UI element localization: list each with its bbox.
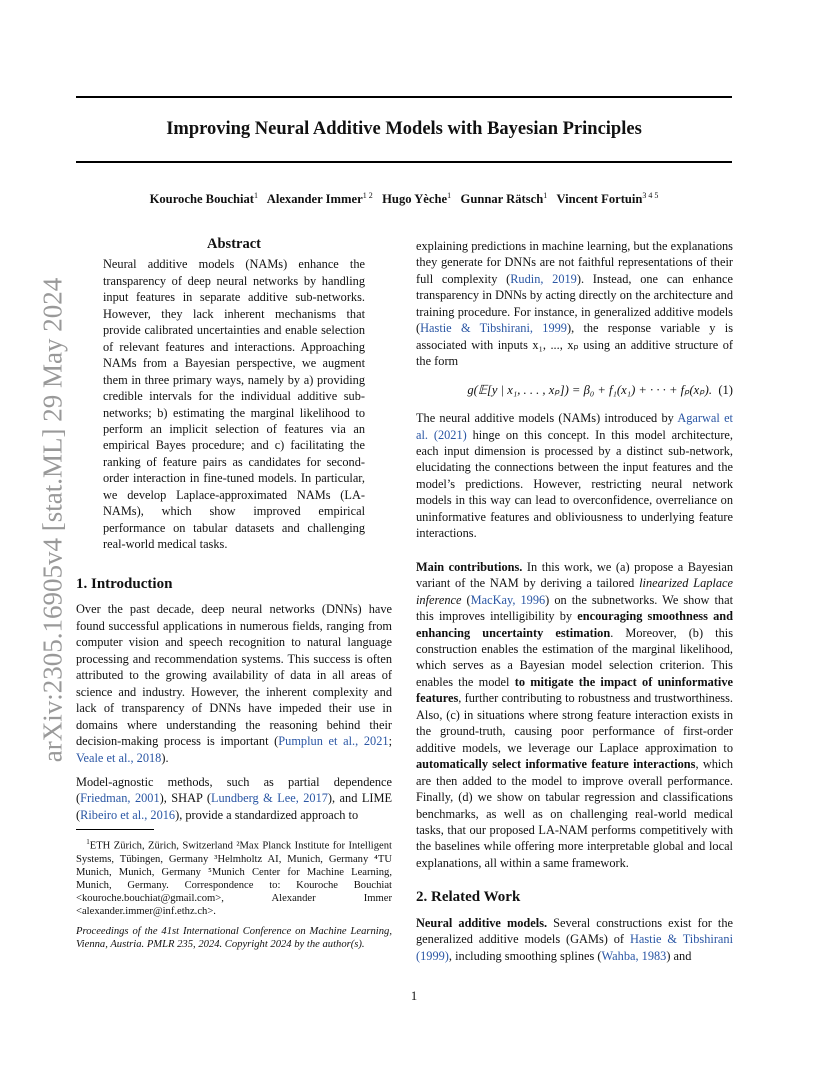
contributions-paragraph: Main contributions. In this work, we (a) propose a Bayesian variant of the NAM by deriving a tailored linearized Laplace inference (MacKay, 1996) on the subnetworks. We show that this improves intelligibility by encouraging smoothness and enhancing uncertainty estimation. Moreover, (b) this construction enables the estimation of the marginal likelihood, which serves as a Bayesian model selection criterion. This enables the model to mitigate the impact of uninformative features, further contributing to robustness and trustworthiness. Also, (c) in situations where strong feature interaction exists in the ground-truth, causing poor performance of first-order additive models, we leverage our Laplace approximation to automatically select informative feature interactions, which are then added to the model to improve overall performance. Finally, (d) we show on tabular regression and classifications benchmarks, as well as on challenging real-world medical tasks, that our proposed LA-NAM performs competitively with the baselines while offering more interpretable global and local explanations, all within a same framework. xyxy=(416,559,734,870)
author-list xyxy=(76,191,732,207)
affiliations-footnote: $^1$ETH Zürich, Zürich, Switzerland ²Max Planck Institute for Intelligent Systems, Tübingen, Germany ³Helmholtz AI, Munich, Germany ⁴TU Munich, Munich, Germany ⁵Munich Center for Machine Learning, Munich, Germany. Correspondence to: Kouroche Bouchiat <kouroche.bouchiat@gmail.com>, Alexander Immer <alexander.immer@inf.ethz.ch>. xyxy=(76,838,392,917)
section-heading: 1. Introduction xyxy=(76,576,173,592)
paragraph-heading: Main contributions. xyxy=(416,559,523,574)
citation-link[interactable]: Rudin, 2019 xyxy=(510,271,577,286)
author-affiliation: 1 xyxy=(253,191,258,200)
citation-link[interactable]: Hastie & Tibshirani (1999) xyxy=(416,932,734,963)
footnote-section xyxy=(76,829,392,951)
paragraph-heading: Neural additive models. xyxy=(416,915,548,930)
citation-link[interactable]: Veale et al., 2018 xyxy=(76,750,162,765)
author-name: Kouroche Bouchiat xyxy=(149,192,254,207)
equation-1: g(𝔼[y | x₁, . . . , xₚ]) = β₀ + f₁(x₁) + · · · + fₚ(xₚ). (1) xyxy=(467,382,733,397)
citation-link[interactable]: Hastie & Tibshirani, 1999 xyxy=(420,321,567,336)
introduction-section xyxy=(76,576,392,823)
related-work-paragraph: Neural additive models. Several constructions exist for the generalized additive models (GAMs) of Hastie & Tibshirani (1999), including smoothing splines (Wahba, 1983) and xyxy=(416,915,734,963)
abstract-text: Neural additive models (NAMs) enhance the transparency of deep neural networks by handling input features in separate additive sub-networks. However, they lack inherent mechanisms that provide calibrated uncertainties and enable selection of relevant features and interactions. Approaching NAMs from a Bayesian perspective, we augment them in three primary ways, namely by a) providing credible intervals for the individual additive sub-networks; b) estimating the marginal likelihood to perform an implicit selection of features via an empirical Bayes procedure; and c) facilitating the ranking of feature pairs as candidates for second-order interaction in fine-tuned models. In particular, we develop Laplace-approximated NAMs (LA-NAMs), which show improved empirical performance on tabular datasets and challenging real-world medical tasks. xyxy=(103,257,365,552)
arxiv-identifier: arXiv:2305.16905v4 [stat.ML] 29 May 2024 xyxy=(37,277,68,763)
author-affiliation: 1 2 xyxy=(362,191,373,200)
author-affiliation: 1 xyxy=(543,191,548,200)
intro-paragraph: Model-agnostic methods, such as partial dependence (Friedman, 2001), SHAP (Lundberg & Lee, 2017), and LIME (Ribeiro et al., 2016), provide a standardized approach to xyxy=(76,774,392,822)
top-rule xyxy=(76,96,732,98)
author-name: Gunnar Rätsch xyxy=(460,192,544,207)
abstract-section xyxy=(103,236,365,553)
citation-link[interactable]: Pumplun et al., 2021 xyxy=(278,734,389,749)
right-column xyxy=(416,238,733,964)
paper-title: Improving Neural Additive Models with Bayesian Principles xyxy=(166,119,642,139)
citation-link[interactable]: MacKay, 1996 xyxy=(470,592,546,607)
equation-number: (1) xyxy=(718,382,733,397)
citation-link[interactable]: Lundberg & Lee, 2017 xyxy=(210,791,328,806)
author-affiliation: 1 xyxy=(447,191,452,200)
footnote-rule xyxy=(76,829,154,830)
citation-link[interactable]: Agarwal et al. (2021) xyxy=(416,411,733,442)
intro-paragraph: Over the past decade, deep neural networks (DNNs) have found successful applications in numerous fields, ranging from computer vision and speech recognition to natural language processing and recommendation systems. This success is often attributed to the growing availability of data in all areas of science and industry. However, the inherent complexity and lack of transparency of DNNs have impeded their use in domains where understanding the reasoning behind their decision-making process is important (Pumplun et al., 2021; Veale et al., 2018). xyxy=(76,602,392,765)
body-paragraph: The neural additive models (NAMs) introduced by Agarwal et al. (2021) hinge on this concept. In this model architecture, each input dimension is processed by a distinct sub-network, elucidating the connections between the input features and the model’s predictions. However, restricting neural network models in this way can lead to overconfidence, overreliance on uninformative features and obliviousness to underlying feature interactions. xyxy=(416,411,733,541)
citation-link[interactable]: Ribeiro et al., 2016 xyxy=(80,807,176,822)
section-heading: 2. Related Work xyxy=(416,889,521,906)
page-number: 1 xyxy=(410,989,418,1003)
title-rule xyxy=(76,161,732,163)
citation-link[interactable]: Friedman, 2001 xyxy=(80,791,160,806)
author-name: Hugo Yèche xyxy=(382,192,448,207)
proceedings-note: Proceedings of the 41st International Conference on Machine Learning, Vienna, Austria. PMLR 235, 2024. Copyright 2024 by the author(s). xyxy=(76,926,392,951)
author-name: Vincent Fortuin xyxy=(556,192,643,207)
author-affiliation: 3 4 5 xyxy=(642,191,659,200)
body-paragraph: explaining predictions in machine learning, but the explanations they generate for DNNs are not faithful representations of their full complexity (Rudin, 2019). Instead, one can enhance transparency in DNNs by acting directly on the architecture and training procedure. For instance, in generalized additive models (Hastie & Tibshirani, 1999), the response variable y is associated with inputs x₁, ..., xₚ using an additive structure of the form xyxy=(416,239,733,369)
author-name: Alexander Immer xyxy=(266,192,363,207)
citation-link[interactable]: Wahba, 1983 xyxy=(601,948,667,963)
abstract-heading: Abstract xyxy=(207,236,261,252)
